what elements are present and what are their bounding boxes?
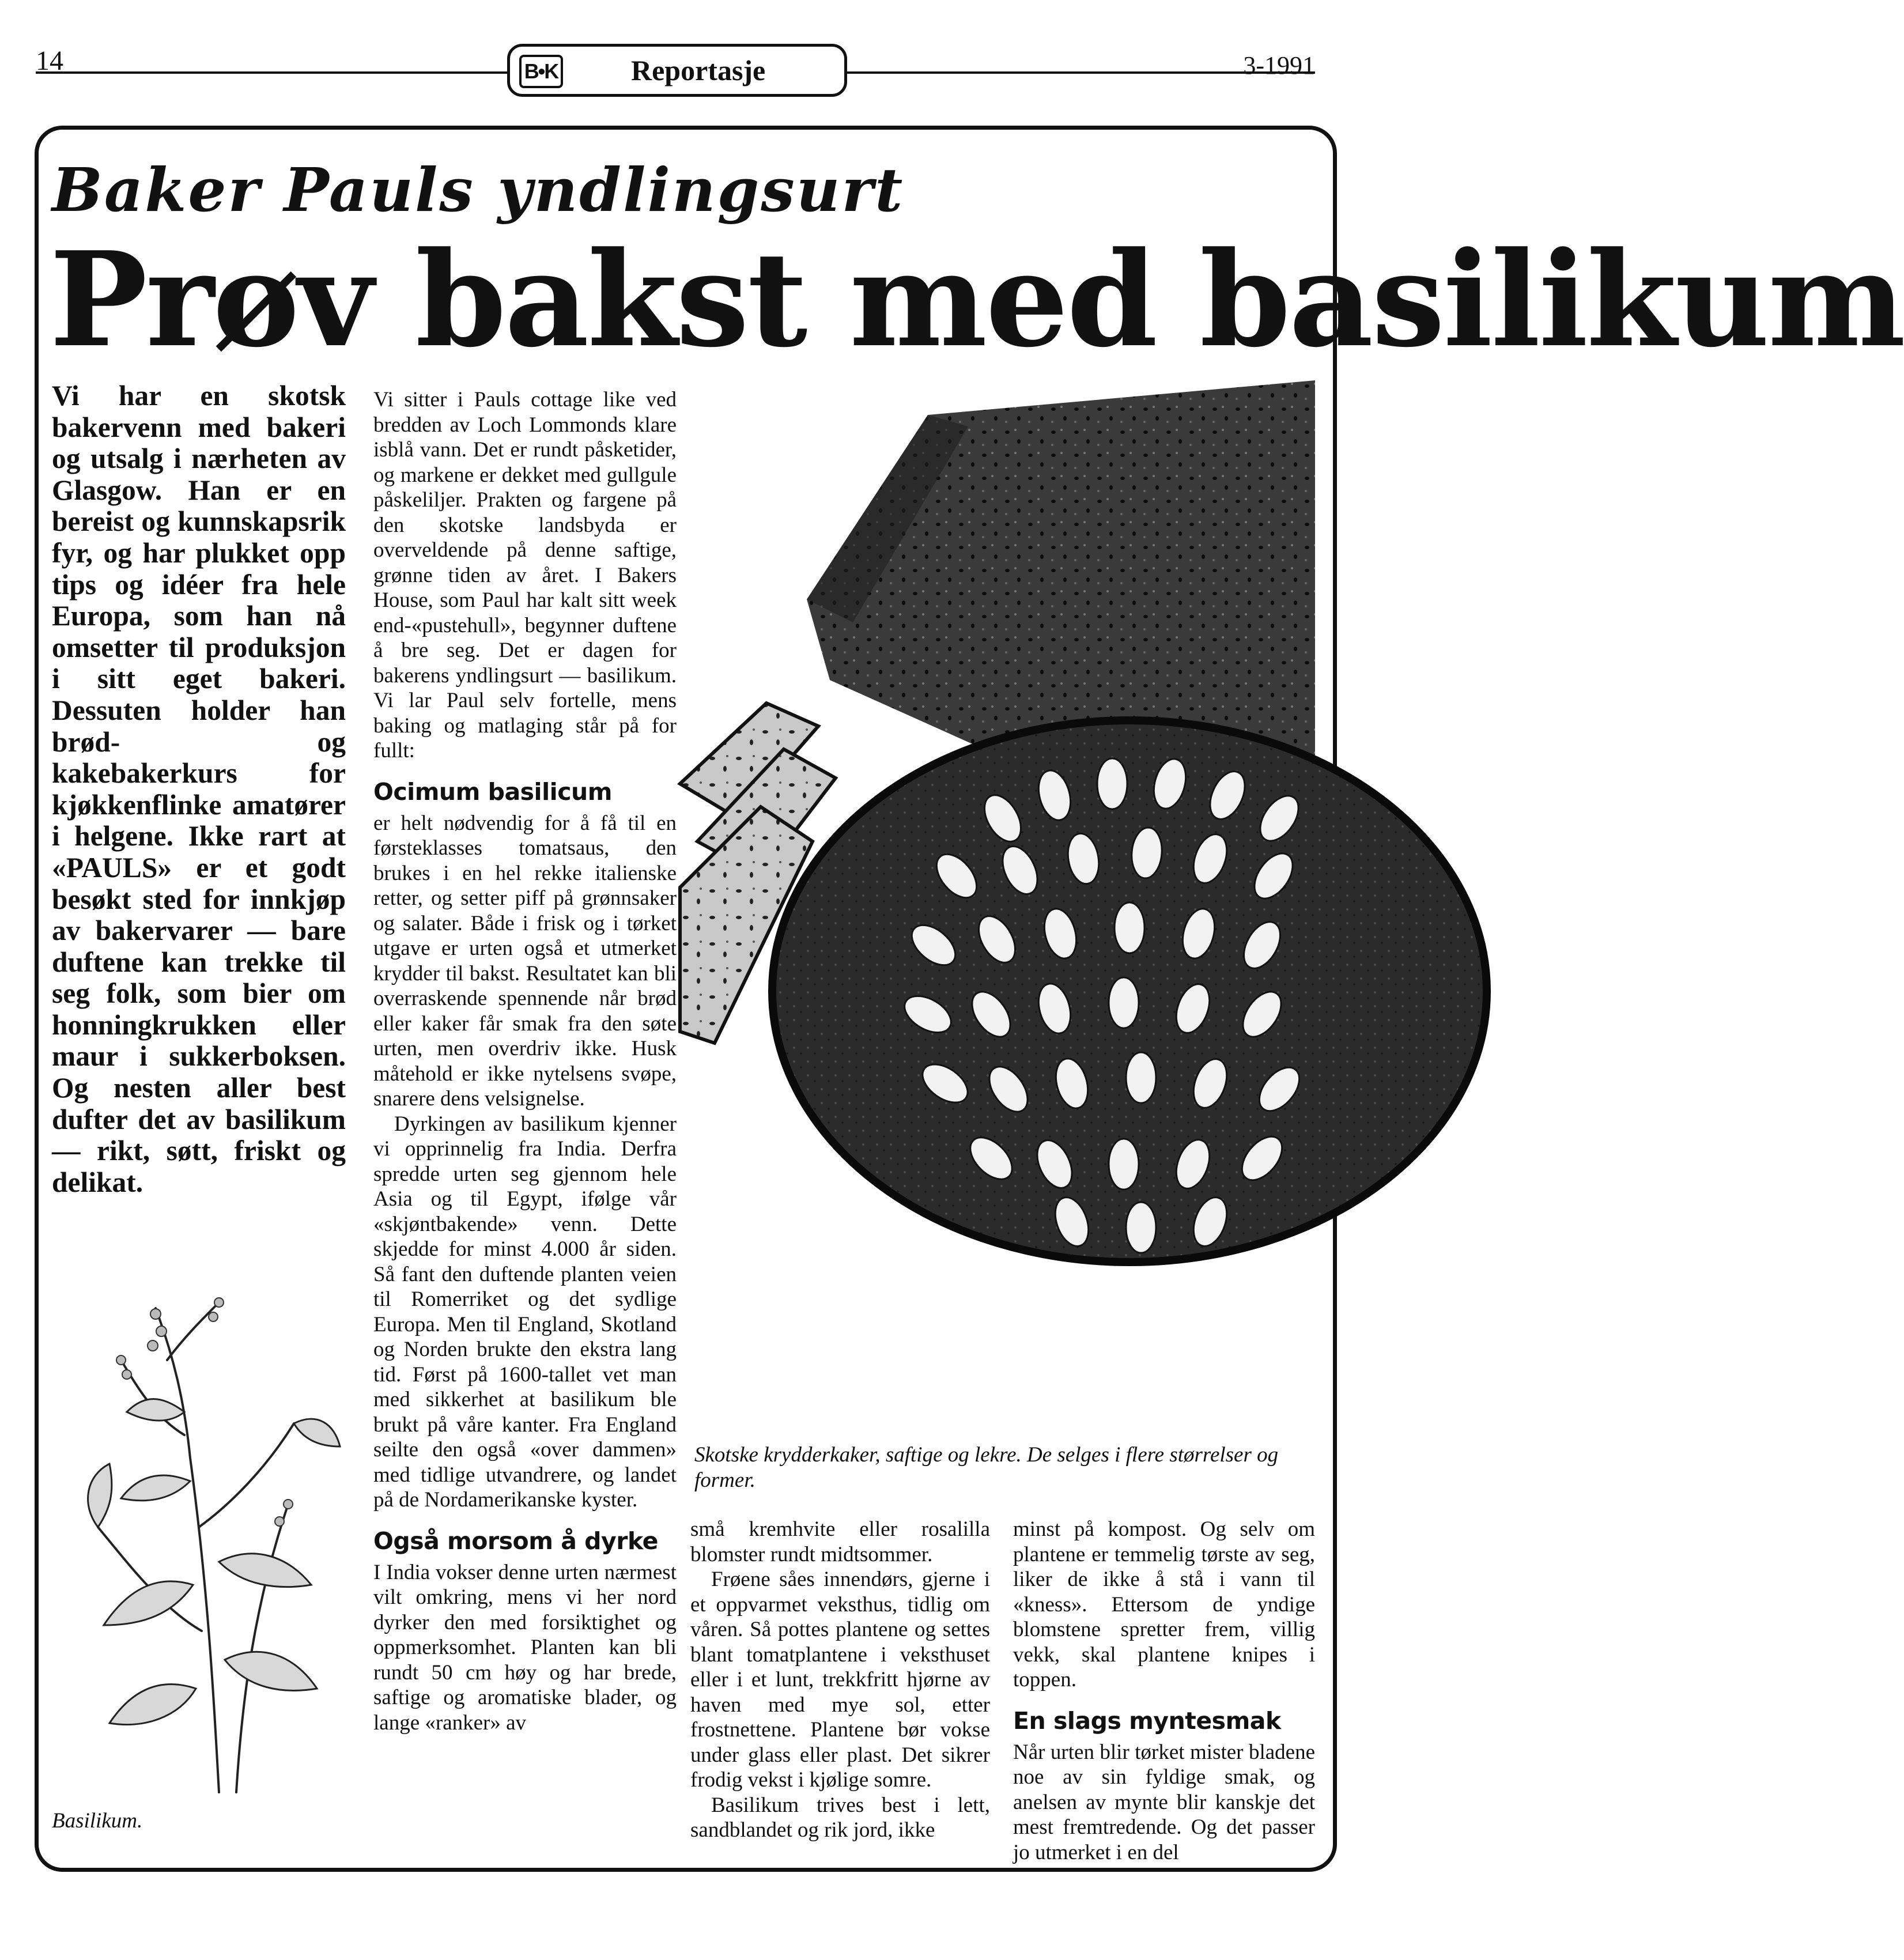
article-intro: Vi har en skotsk bakervenn med bakeri og utsalg i nærheten av Glasgow. Han er en bereist og kunnskapsrik fyr, og har plukket opp tips og idéer fra hele Europa, som han nå omsetter til produksjon i sitt eget bakeri. Dessuten holder han brød- og kakebakerkurs for kjøkkenflinke amatører i helgene. Ikke rart at «PAULS» er et godt besøkt sted for innkjøp av bakervarer — bare duftene kan trekke til seg folk, som bier om honningkrukken eller maur i sukkerboksen. Og nesten aller best dufter det av basilikum — rikt, søtt, friskt og delikat. xyxy=(52,380,346,1198)
article-column-3 xyxy=(690,1517,990,1843)
subheading: En slags myntesmak xyxy=(1013,1706,1281,1735)
article-column-2 xyxy=(373,387,677,1735)
article-kicker: Baker Pauls yndlingsurt xyxy=(52,154,905,225)
paragraph: er helt nødvendig for å få til en førsteklasses tomatsaus, den brukes i en hel rekke italienske retter, og setter piff på grønnsaker og salater. Både i frisk og i tørket utgave er urten også et utmerket krydder til bakst. Resultatet kan bli overraskende spennende når brød eller kaker får smak fra den søte urten, men overdriv ikke. Husk måtehold er ikke nytelsens svøpe, snarere dens velsignelse. xyxy=(373,811,677,1111)
paragraph: I India vokser denne urten nærmest vilt omkring, mens vi her nord dyrker den med forsiktighet og oppmerksomhet. Planten kan bli rundt 50 cm høy og har brede, saftige og aromatiske blader, og lange «ranker» av xyxy=(373,1560,677,1735)
paragraph: Vi sitter i Pauls cottage like ved bredden av Loch Lommonds klare isblå vann. Det er rundt påsketider, og markene er dekket med gullgule påskeliljer. Prakten og fargene på den skotske landsbyda er overveldende på denne saftige, grønne tiden av året. I Bakers House, som Paul har kalt sitt week end-«pustehull», begynner duftene å bre seg. Det er dagen for bakerens yndlingsurt — basilikum. Vi lar Paul selv fortelle, mens baking og matlaging står på for fullt: xyxy=(373,388,677,762)
article-headline: Prøv bakst med basilikum xyxy=(50,224,1904,376)
subheading: Ocimum basilicum xyxy=(373,777,612,806)
bk-logo: B•K xyxy=(519,55,563,88)
page-number: 14 xyxy=(36,46,63,76)
bread-photo xyxy=(680,380,1315,1435)
subheading: Også morsom å dyrke xyxy=(373,1527,658,1555)
paragraph: Dyrkingen av basilikum kjenner vi opprinnelig fra India. Derfra spredde urten seg gjennom hele Asia og til Egypt, ifølge vår «skjøntbakende» venn. Dette skjedde for minst 4.000 år siden. Så fant den duftende planten veien til Romerriket og det sydlige Europa. Men til England, Skotland og Norden brukte den ekstra lang tid. Først på 1600-tallet vet man med sikkerhet at basilikum ble brukt på våre kanter. Fra England seilte den også «over dammen» med tidlige utvandrere, og landet på de Nordamerikanske kyster. xyxy=(373,1112,677,1512)
section-label: Reportasje xyxy=(631,54,766,86)
basil-illustration xyxy=(46,1285,346,1804)
illustration-caption: Basilikum. xyxy=(52,1809,143,1833)
article-column-4 xyxy=(1013,1517,1315,1865)
paragraph: små kremhvite eller rosalilla blomster rundt midtsommer. xyxy=(690,1517,990,1566)
paragraph: Basilikum trives best i lett, sandblandet og rik jord, ikke xyxy=(690,1793,990,1842)
paragraph: Når urten blir tørket mister bladene noe av sin fyldige smak, og anelsen av mynte blir kanskje det mest fremtredende. Og det passer jo utmerket i en del xyxy=(1013,1740,1315,1864)
paragraph: Frøene såes innendørs, gjerne i et oppvarmet veksthus, tidlig om våren. Så pottes plantene og settes blant tomatplantene i veksthuset eller i et lunt, trekkfritt hjørne av haven med mye sol, etter frostnettene. Plantene bør vokse under glass eller plast. Det sikrer frodig vekst i kjølige somre. xyxy=(690,1568,990,1792)
paragraph: minst på kompost. Og selv om plantene er temmelig tørste av seg, liker de ikke å stå i vann til «kness». Ettersom de yndige blomstene spretter frem, villig vekk, skal plantene knipes i toppen. xyxy=(1013,1517,1315,1691)
section-badge xyxy=(507,44,847,97)
issue-number: 3-1991 xyxy=(1243,51,1315,80)
photo-caption: Skotske krydderkaker, saftige og lekre. De selges i flere størrelser og former. xyxy=(694,1443,1279,1492)
